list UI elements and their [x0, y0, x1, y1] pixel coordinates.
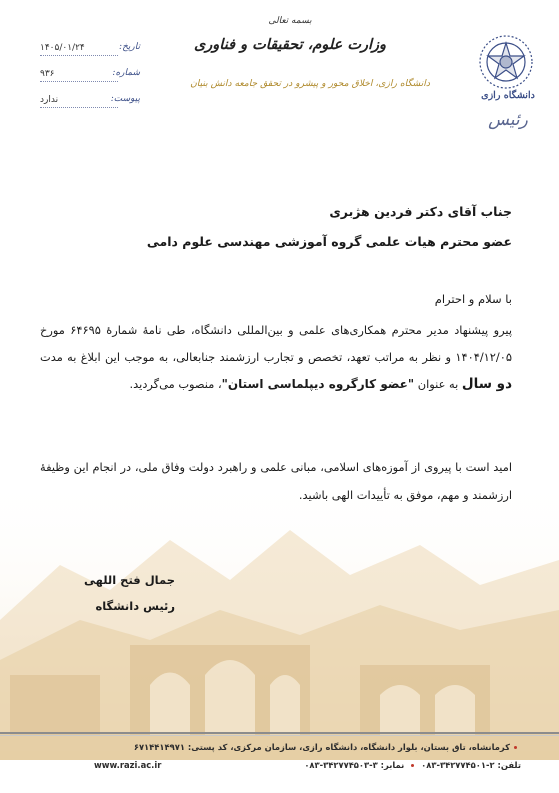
signatory-title: رئیس دانشگاه — [95, 599, 175, 613]
number-label: شماره: — [112, 68, 140, 78]
attachment-value: ندارد — [40, 95, 59, 105]
appointment-paragraph — [40, 317, 512, 398]
footer-address: کرمانشاه، تاق بستان، بلوار دانشگاه، دانشگاه رازی، سازمان مرکزی، کد پستی: ۶۷۱۴۴۱۴۹۷۱ — [134, 742, 521, 752]
recipient-role: عضو محترم هیات علمی گروه آموزشی مهندسی علوم دامی — [146, 234, 512, 249]
date-underline — [40, 55, 118, 56]
appointment-duration: دو سال — [461, 376, 512, 392]
background-watermark — [0, 470, 559, 760]
footer-website[interactable]: www.razi.ac.ir — [94, 760, 162, 770]
university-motto: دانشگاه رازی، اخلاق محور و پیشرو در تحقق جامعه دانش بنیان — [190, 78, 430, 89]
footer-divider — [0, 732, 559, 734]
number-field — [40, 68, 140, 82]
signatory-name: جمال فتح اللهی — [84, 573, 175, 587]
ministry-title: وزارت علوم، تحقیقات و فناوری — [193, 36, 387, 53]
attachment-label: پیوست: — [110, 94, 140, 104]
recipient-name: جناب آقای دکتر فردین هژبری — [329, 204, 512, 219]
footer-divider-thin — [0, 735, 559, 736]
university-name: دانشگاه رازی — [481, 90, 535, 101]
greeting: با سلام و احترام — [434, 292, 512, 306]
number-underline — [40, 81, 118, 82]
attachment-field — [40, 94, 140, 108]
paragraph-text-cont: به عنوان — [417, 377, 459, 391]
closing-paragraph: امید است با پیروی از آموزه‌های اسلامی، مبانی علمی و راهبرد دولت وفاق ملی، در انجام این وظیفهٔ ارزشمند و مهم، موفق به تأییدات الهی باشید. — [40, 460, 512, 502]
bullet-icon — [411, 764, 414, 767]
footer-fax: نمابر: ۳-۳۴۲۷۷۴۵۰۳-۰۸۳ — [304, 760, 405, 770]
number-value: ۹۳۶ — [40, 69, 55, 79]
attachment-underline — [40, 107, 118, 108]
paragraph-text: پیرو پیشنهاد مدیر محترم همکاری‌های علمی و بین‌المللی دانشگاه، طی نامهٔ شمارهٔ ۶۴۶۹۵ مورخ ۱۴۰۴/۱۲/۰۵ و نظر به مراتب تعهد، تخصص و تجارب ارزشمند جنابعالی، به موجب این ابلاغ به مدت — [40, 323, 512, 364]
date-field — [40, 42, 140, 56]
bismillah: بسمه تعالی — [268, 16, 312, 26]
paragraph-text-end: ، منصوب می‌گردید. — [129, 377, 222, 391]
office-title: رئیس — [488, 110, 528, 130]
footer-phone: تلفن: ۲-۳۴۲۷۷۴۵۰۱-۰۸۳ — [421, 760, 521, 770]
bullet-icon — [514, 746, 517, 749]
date-value: ۱۴۰۵/۰۱/۲۴ — [40, 43, 85, 53]
appointment-position: "عضو کارگروه دیپلماسی استان" — [221, 377, 415, 391]
footer-contact — [304, 760, 521, 770]
date-label: تاریخ: — [119, 42, 140, 52]
